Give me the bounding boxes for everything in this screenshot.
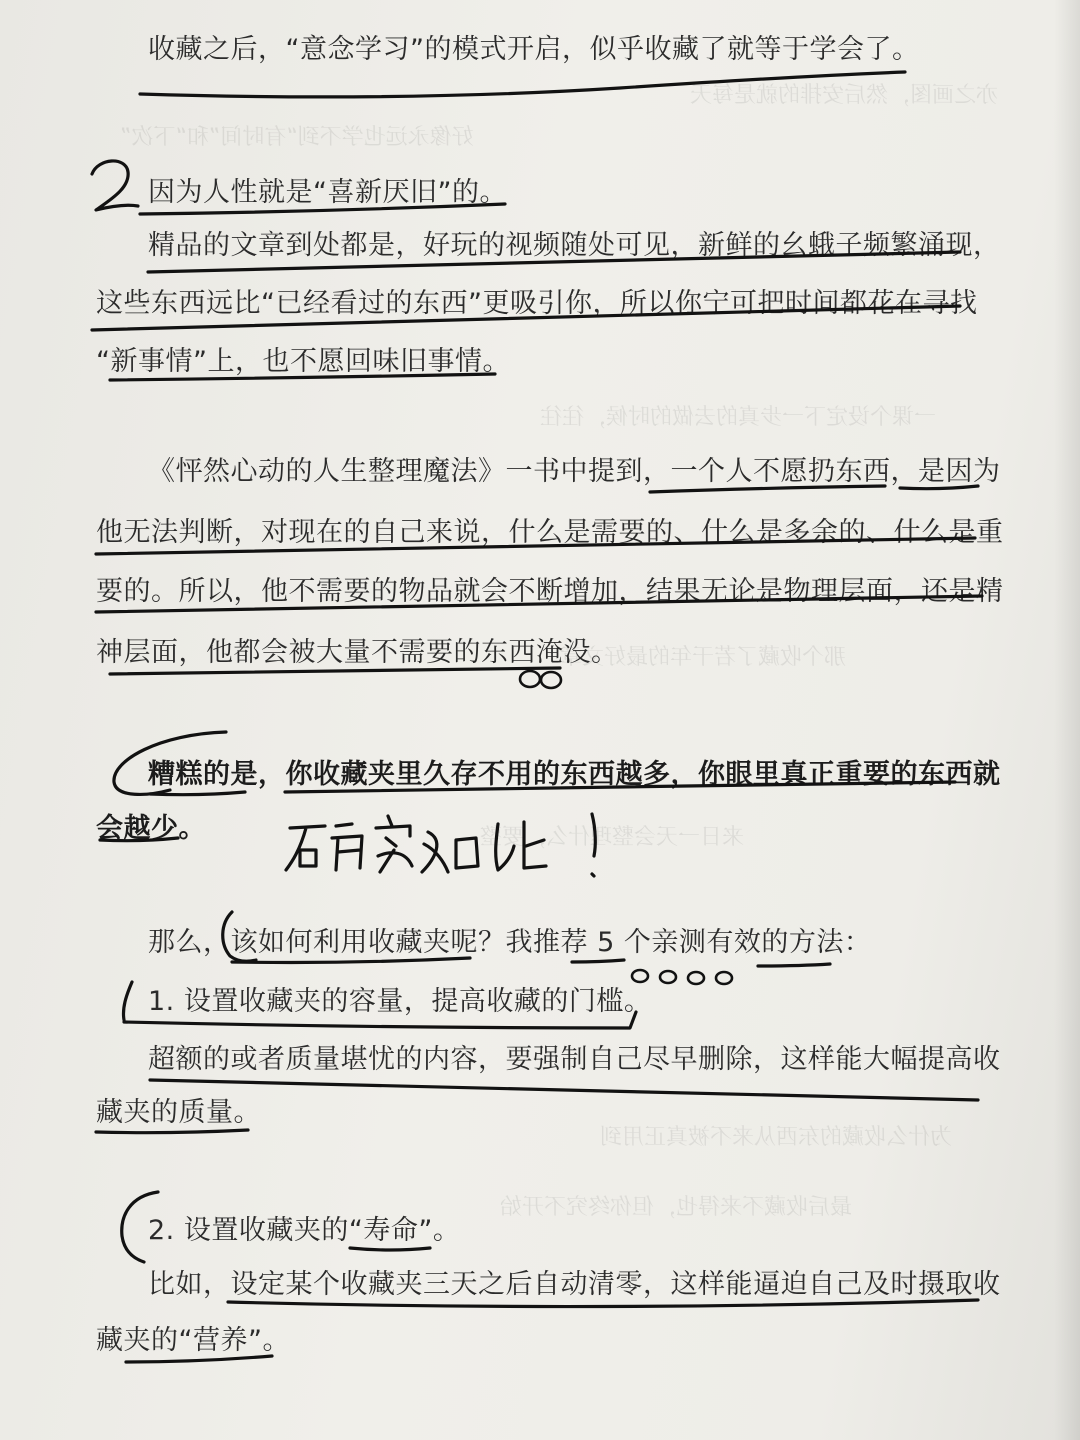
page-edge-shadow [1054, 0, 1080, 1440]
bleed-through-text: 为什么收藏的东西从来不被真正用到 [600, 1125, 953, 1150]
ink-underline [96, 1130, 248, 1133]
text-line: 藏夹的质量。 [96, 1097, 261, 1128]
ink-circle [660, 971, 676, 983]
ink-bracket [123, 982, 132, 1020]
text-line: 他无法判断，对现在的自己来说，什么是需要的、什么是多余的、什么是重 [96, 517, 1004, 548]
ink-underline [150, 792, 245, 795]
list-item-heading: 2. 设置收藏夹的“寿命”。 [148, 1215, 461, 1246]
ink-underline [350, 1248, 430, 1250]
text-line: 藏夹的“营养”。 [96, 1325, 290, 1356]
ink-circle [541, 672, 561, 688]
bleed-through-text: 一课个设定下一步真的去做的时候，往往 [540, 405, 937, 430]
bleed-through-text: 那个收藏了若干年的最好文章 [560, 645, 847, 670]
text-line: 《怦然心动的人生整理魔法》一书中提到，一个人不愿扔东西，是因为 [148, 456, 1001, 487]
ink-underline [758, 964, 830, 966]
text-line: 因为人性就是“喜新厌旧”的。 [148, 177, 507, 208]
ink-comment-stroke [376, 816, 412, 872]
text-line: 那么，该如何利用收藏夹呢？我推荐 5 个亲测有效的方法： [148, 927, 872, 958]
ink-circle [688, 972, 704, 984]
ink-underline [572, 960, 624, 962]
bleed-through-text: 好像永远也学不到“有时间”和“下次” [120, 125, 474, 150]
text-line: 这些东西远比“已经看过的东西”更吸引你，所以你宁可把时间都花在寻找 [96, 288, 978, 319]
ink-circle [520, 671, 540, 687]
ink-circle [716, 972, 732, 984]
text-line: 要的。所以，他不需要的物品就会不断增加，结果无论是物理层面，还是精 [96, 576, 1004, 607]
ink-comment-stroke [422, 832, 448, 872]
text-line: 比如，设定某个收藏夹三天之后自动清零，这样能逼迫自己及时摄取收 [148, 1269, 1001, 1300]
handwritten-number-2 [92, 161, 138, 210]
bold-text-line: 会越少。 [96, 813, 206, 844]
ink-comment-stroke [456, 838, 478, 868]
ink-circle [632, 970, 648, 982]
text-line: 神层面，他都会被大量不需要的东西淹没。 [96, 637, 619, 668]
text-line: 超额的或者质量堪忧的内容，要强制自己尽早删除，这样能大幅提高收 [148, 1044, 1001, 1075]
text-line: 收藏之后，“意念学习”的模式开启，似乎收藏了就等于学会了。 [148, 34, 920, 65]
bold-text-line: 糟糕的是，你收藏夹里久存不用的东西越多，你眼里真正重要的东西就 [148, 759, 1001, 790]
text-line: “新事情”上，也不愿回味旧事情。 [96, 346, 510, 377]
list-item-heading: 1. 设置收藏夹的容量，提高收藏的门槛。 [148, 986, 652, 1017]
ink-underline [150, 1080, 978, 1100]
bleed-through-text: 来日一天会整理什么，要整 [480, 825, 745, 850]
text-line: 精品的文章到处都是，好玩的视频随处可见，新鲜的幺蛾子频繁涌现， [148, 230, 1001, 261]
ink-comment-stroke [286, 826, 325, 870]
bleed-through-text: 最后收藏不来得也，但你终究不开始 [500, 1195, 853, 1220]
ink-comment-stroke [332, 824, 362, 870]
bleed-through-text: 亦之画图，然后安排的就是每天 [690, 83, 999, 108]
